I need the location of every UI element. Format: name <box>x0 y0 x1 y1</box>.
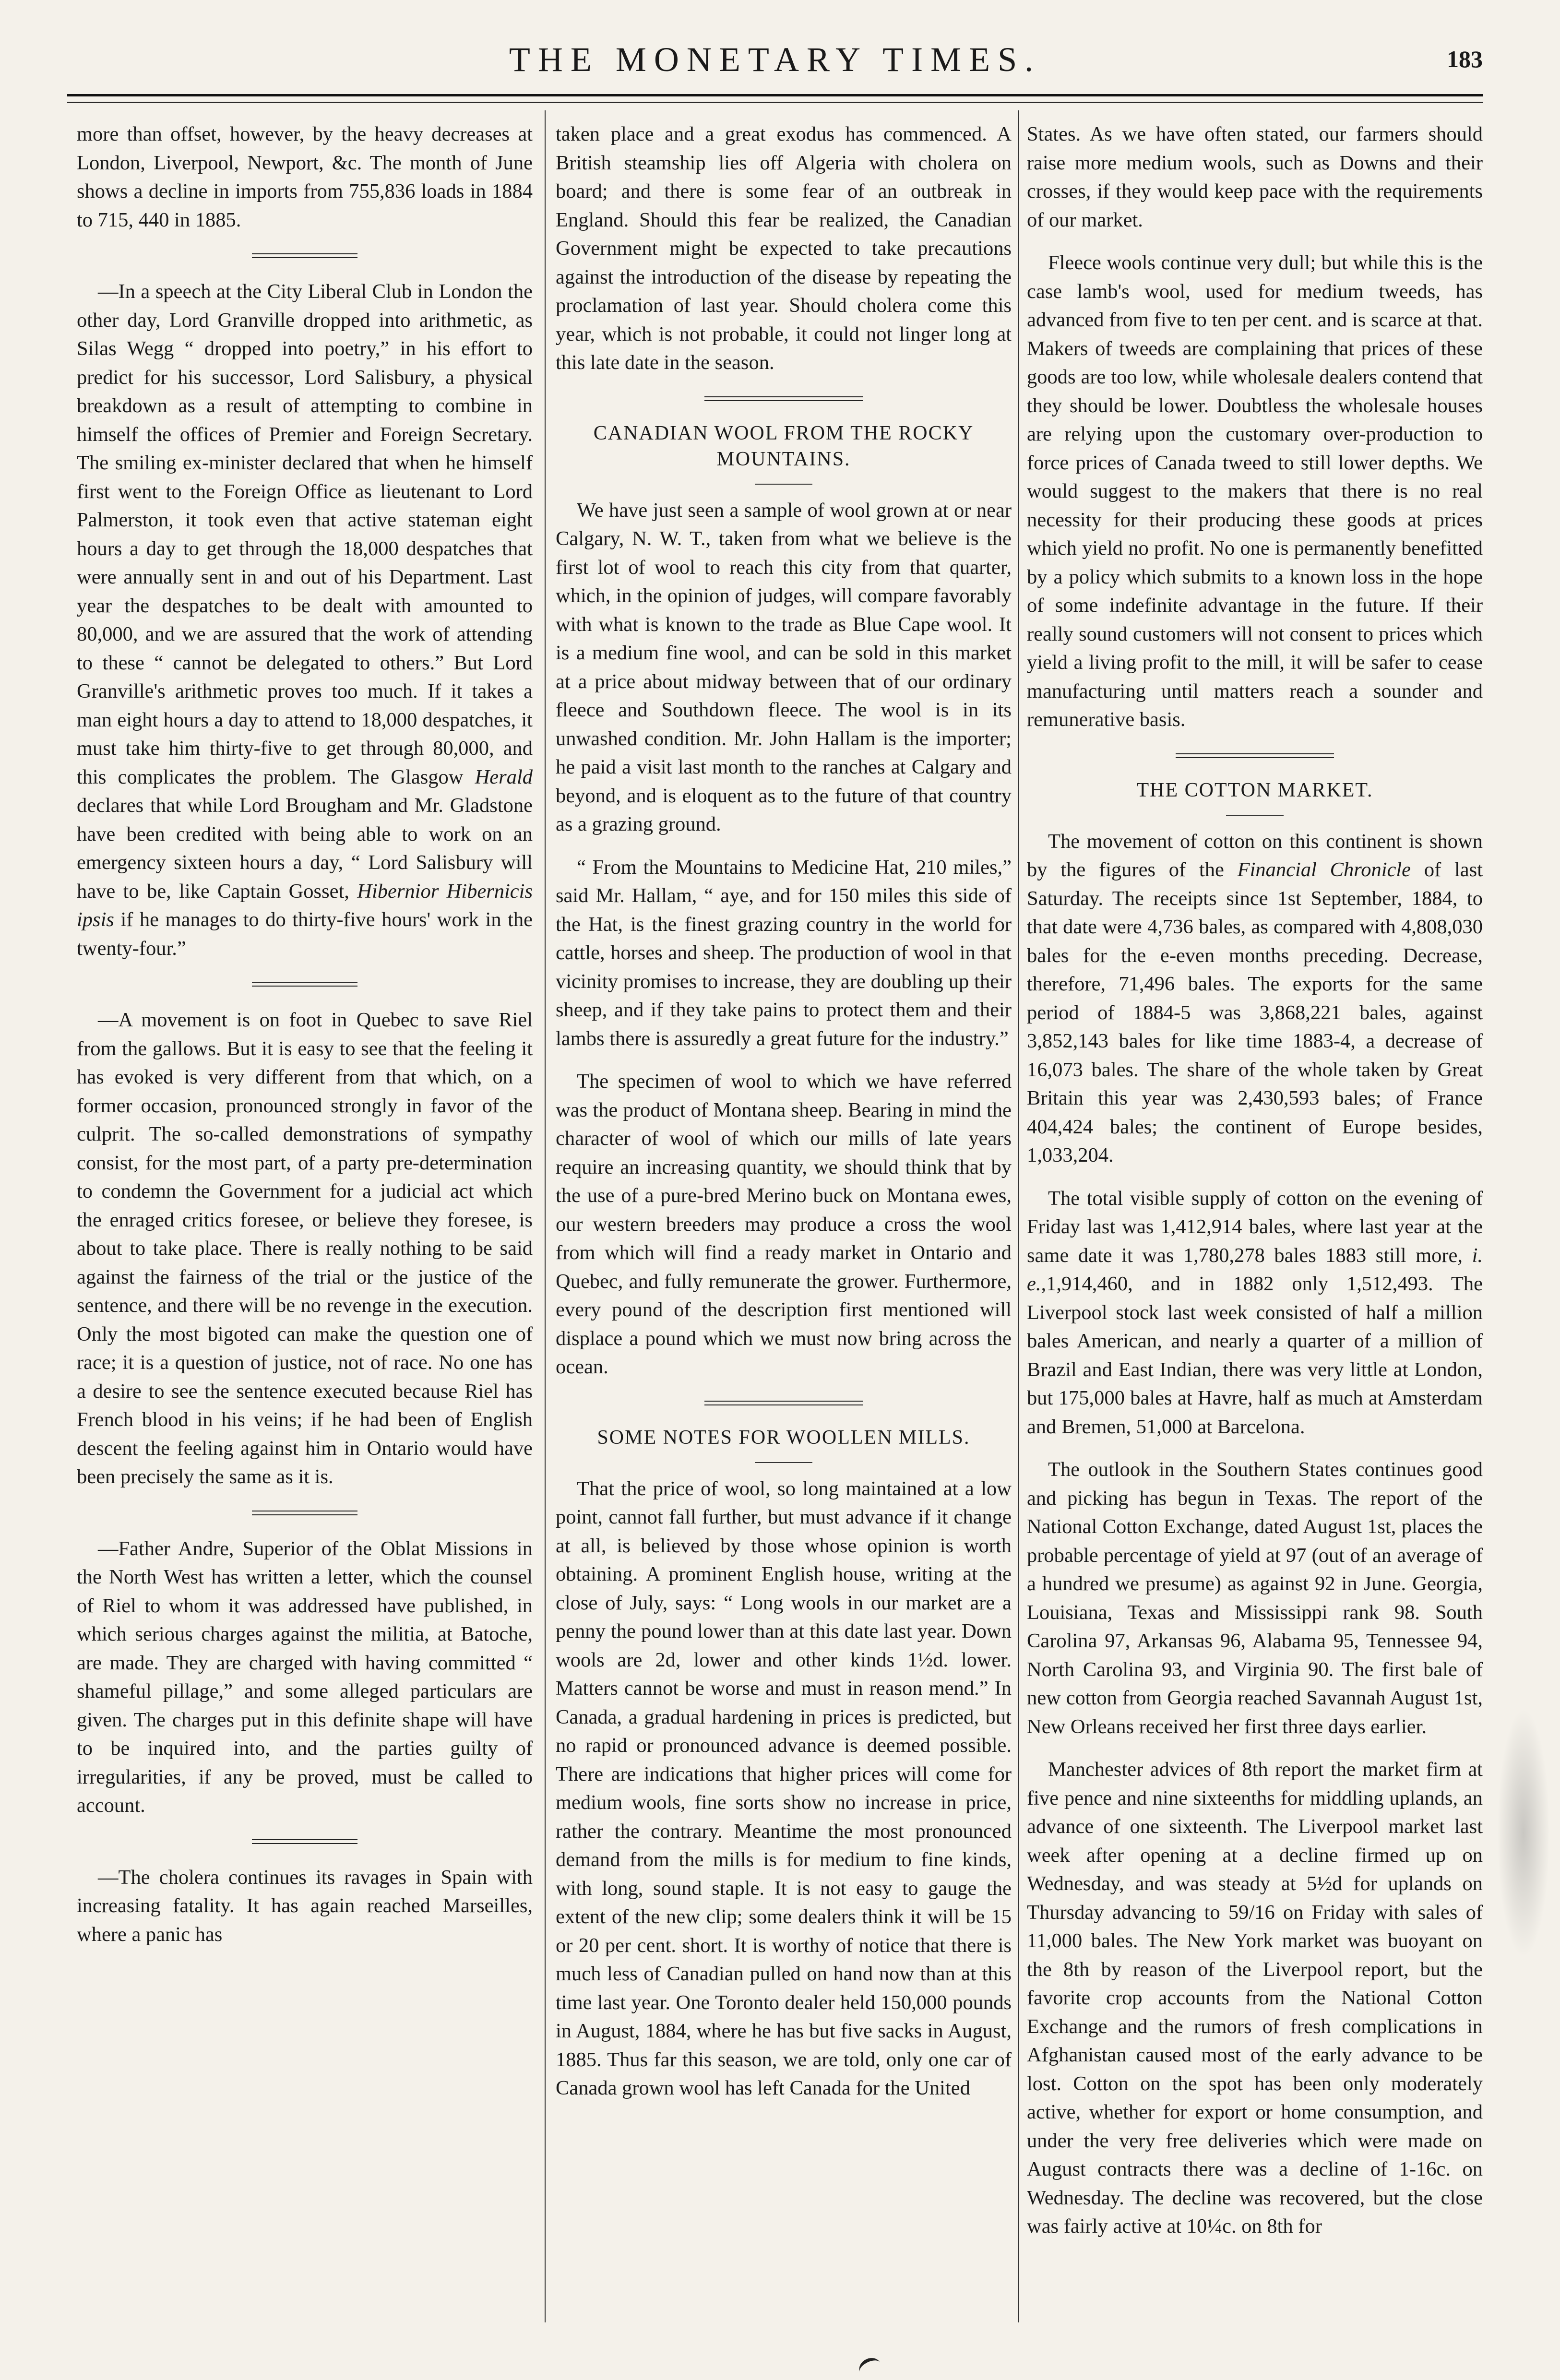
text: —In a speech at the City Liberal Club in London the other day, Lord Granville dropped into arithmetic, as Silas Wegg “ dropped into poetry,” in his effort to predict for his successor, Lord Salisbury, a physical breakdown as a result of attempting to combine in himself the offices of Premier and Foreign Secretary. The smiling ex-minister declared that when he himself first went to the Foreign Office as lieutenant to Lord Palmerston, it took even that active stateman eight hours a day to get through the 18,000 despatches that were annually sent in and out of his Department. Last year the despatches to be dealt with amounted to 80,000, and we are assured that the work of attending to these “ cannot be delegated to others.” But Lord Granville's arithmetic proves too much. If it takes a man eight hours a day to attend to 18,000 despatches, it must take him thirty-five to get through 80,000, and this complicates the problem. The Glasgow <box>77 280 533 788</box>
page-number: 183 <box>1447 46 1483 72</box>
text: of last Saturday. The receipts since 1st September, 1884, to that date were 4,736 bales, as compared with 4,808,030 bales for the e-even months preceding. Decrease, therefore, 71,496 bales. The exports for the same period of 1884-5 was 3,868,221 bales, against 3,852,143 bales for like time 1883-4, a decrease of 16,073 bales. The share of the whole taken by Great Britain this year was 2,430,593 bales; of France 404,424 bales; the continent of Europe besides, 1,033,204. <box>1027 858 1483 1166</box>
paragraph-medium-wools: States. As we have often stated, our farmers should raise more medium wools, such as Downs and their crosses, if they would keep pace with the requirements of our market. <box>1027 123 1483 231</box>
ink-mark <box>856 2355 883 2380</box>
separator <box>704 1401 863 1405</box>
heading-rule <box>755 1462 812 1463</box>
page-stain <box>1497 1708 1550 1958</box>
column-2 <box>556 120 1012 2327</box>
paragraph-lord-granville <box>77 277 533 963</box>
paragraph-southern-outlook: The outlook in the Southern States continues good and picking has begun in Texas. The report of the National Cotton Exchange, dated August 1st, places the probable percentage of yield at 97 (out of an average of a hundred we presume) as against 92 in June. Georgia, Louisiana, Texas and Mississippi rank 98. South Carolina 97, Arkansas 96, Alabama 95, Tennessee 94, North Carolina 93, and Virginia 90. The first bale of new cotton from Georgia reached Savannah August 1st, New Orleans received her first three days earlier. <box>1027 1458 1483 1738</box>
header-rule-thick <box>67 94 1483 96</box>
paragraph-wool-prices: That the price of wool, so long maintained at a low point, cannot fall further, but must advance if it change at all, is believed by those whose opinion is worth obtaining. A prominent English house, writing at the close of July, says: “ Long wools in our market are a penny the pound lower than at this date last year. Down wools are 2d, lower and other kinds 1½d. lower. Matters cannot be worse and must in reason mend.” In Canada, a gradual hardening in prices is predicted, but no rapid or pronounced advance is deemed possible. There are indications that higher prices will come for medium wools, fine sorts show no increase in price, rather the contrary. Meantime the most pronounced demand from the mills is for medium to fine kinds, with long, sound staple. It is not easy to gauge the extent of the new clip; some dealers think it will be 15 or 20 per cent. short. It is worthy of notice that there is much less of Canadian pulled on hand now than at this time last year. One Toronto dealer held 150,000 pounds in August, 1884, where he has but five sacks in August, 1885. Thus far this season, we are told, only one car of Canada grown wool has left Canada for the United <box>556 1477 1012 2099</box>
italic-herald: Herald <box>475 765 533 788</box>
paragraph-timber-imports: more than offset, however, by the heavy decreases at London, Liverpool, Newport, &c. The month of June shows a decline in imports from 755,836 loads in 1884 to 715, 440 in 1885. <box>77 123 533 231</box>
separator <box>1176 753 1334 758</box>
article-heading-canadian-wool: CANADIAN WOOL FROM THE ROCKY MOUNTAINS. <box>593 422 974 470</box>
article-heading-cotton-market: THE COTTON MARKET. <box>1136 779 1373 801</box>
paragraph-father-andre: —Father Andre, Superior of the Oblat Missions in the North West has written a letter, which the counsel of Riel to whom it was addressed have published, in which serious charges against the militia, at Batoche, are made. They are charged with having committed “ shameful pillage,” and some alleged particulars are given. The charges put in this definite shape will have to be inquired into, and the parties guilty of irregularities, if any be proved, must be called to account. <box>77 1537 533 1817</box>
text: 1,914,460, and in 1882 only 1,512,493. The Liverpool stock last week consisted of half a million bales American, and nearly a quarter of a million of Brazil and East Indian, there was very little at London, but 175,000 bales at Havre, half as much at Amsterdam and Bremen, 51,000 at Barcelona. <box>1027 1273 1483 1438</box>
header-rule-thin <box>67 102 1483 103</box>
page-header <box>67 42 1483 95</box>
text: The total visible supply of cotton on the evening of Friday last was 1,412,914 bales, where last year at the same date it was 1,780,278 bales 1883 still more, <box>1027 1187 1483 1267</box>
text: if he manages to do thirty-five hours' work in the twenty-four.” <box>77 908 533 960</box>
column-divider-1 <box>545 110 546 2322</box>
paragraph-visible-supply <box>1027 1184 1483 1441</box>
article-heading-woollen-mills: SOME NOTES FOR WOOLLEN MILLS. <box>597 1426 970 1449</box>
paragraph-cholera-continued: taken place and a great exodus has commenced. A British steamship lies off Algeria with cholera on board; and there is some fear of an outbreak in England. Should this fear be realized, the Canadian Government might be expected to take precautions against the introduction of the disease by repeating the proclamation of last year. Should cholera come this year, which is not probable, it could not linger long at this late date in the season. <box>556 123 1012 374</box>
separator <box>252 1511 357 1515</box>
separator <box>252 982 357 987</box>
separator <box>252 253 357 258</box>
separator <box>704 396 863 401</box>
paragraph-cotton-movement <box>1027 827 1483 1170</box>
paragraph-montana-sheep: The specimen of wool to which we have referred was the product of Montana sheep. Bearing in mind the character of wool of which our mills of late years require an increasing quantity, we should think that by the use of a pure-bred Merino buck on Montana ewes, our western breeders may produce a cross the wool from which will find a ready market in Ontario and Quebec, and fully remunerate the grower. Furthermore, every pound of the description first mentioned will displace a pound which we must now bring across the ocean. <box>556 1070 1012 1378</box>
paragraph-fleece-wools: Fleece wools continue very dull; but while this is the case lamb's wool, used for medium tweeds, has advanced from five to ten per cent. and is scarce at that. Makers of tweeds are complaining that prices of these goods are too low, while wholesale dealers contend that they should be lower. Doubtless the wholesale houses are relying upon the customary over-production to force prices of Canada tweed to still lower depths. We would suggest to the makers that there is no real necessity for their producing these goods at prices which yield no profit. No one is permanently benefitted by a policy which submits to a known loss in the hope of some indefinite advantage in the future. If their really sound customers will not consent to prices which yield a living profit to the mill, it will be safer to cease manufacturing until matters reach a sounder and remunerative basis. <box>1027 251 1483 731</box>
column-1 <box>77 120 533 2327</box>
heading-rule <box>755 484 812 485</box>
text: declares that while Lord Brougham and Mr. Gladstone have been credited with being able to work on an emergency sixteen hours a day, “ Lord Salisbury will have to be, like Captain Gosset, <box>77 794 533 903</box>
heading-rule <box>1226 815 1284 816</box>
paragraph-riel-quebec: —A movement is on foot in Quebec to save Riel from the gallows. But it is easy to see that the feeling it has evoked is very different from that which, on a former occasion, pronounced strongly in favor of the culprit. The so-called demonstrations of sympathy consist, for the most part, of a party pre-determination to condemn the Government for a judicial act which the enraged critics foresee, or believe they foresee, is about to take place. There is really nothing to be said against the fairness of the trial or the justice of the sentence, and there will be no revenge in the execution. Only the most bigoted can make the question one of race; it is a question of justice, not of race. No one has a desire to see the sentence executed because Riel has French blood in his veins; if he had been of English descent the feeling against him in Ontario would have been precisely the same as it is. <box>77 1009 533 1488</box>
column-divider-2 <box>1018 110 1019 2322</box>
italic-financial-chronicle: Financial Chronicle <box>1237 858 1411 881</box>
column-3 <box>1027 120 1483 2327</box>
paragraph-cholera-spain: —The cholera continues its ravages in Spain with increasing fatality. It has again reached Marseilles, where a panic has <box>77 1866 533 1946</box>
separator <box>252 1839 357 1844</box>
paragraph-hallam-quote: “ From the Mountains to Medicine Hat, 210 miles,” said Mr. Hallam, “ aye, and for 150 miles this side of the Hat, is the finest grazing country in the world for cattle, horses and sheep. The production of wool in that vicinity promises to increase, they are doubling up their sheep, and if they take pains to protect them and their lambs there is assuredly a great future for the industry.” <box>556 856 1012 1050</box>
italic-ie: i. e., <box>1027 1244 1483 1295</box>
masthead-title: THE MONETARY TIMES. <box>509 40 1041 79</box>
paragraph-wool-sample: We have just seen a sample of wool grown at or near Calgary, N. W. T., taken from what we believe is the first lot of wool to reach this city from that quarter, which, in the opinion of judges, will compare favorably with what is known to the trade as Blue Cape wool. It is a medium fine wool, and can be sold in this market at a price about midway between that of our ordinary fleece and Southdown fleece. The wool is in its unwashed condition. Mr. John Hallam is the importer; he paid a visit last month to the ranches at Calgary and beyond, and is eloquent as to the future of that country as a grazing ground. <box>556 499 1012 835</box>
text: The movement of cotton on this continent is shown by the figures of the <box>1027 830 1483 881</box>
italic-latin-phrase: Hibernior Hibernicis ipsis <box>77 880 533 931</box>
paragraph-manchester-advices: Manchester advices of 8th report the market firm at five pence and nine sixteenths for middling uplands, an advance of one sixteenth. The Liverpool market last week after opening at a decline firmed up on Wednesday, and was steady at 5½d for uplands on Thursday advancing to 59/16 on Friday with sales of 11,000 bales. The New York market was buoyant on the 8th by reason of the Liverpool report, but the favorite crop accounts from the National Cotton Exchange and the rumors of fresh complications in Afghanistan caused most of the early advance to be lost. Cotton on the spot has been only moderately active, whether for export or home consumption, and under the very free deliveries which were made on August contracts there was a decline of 1-16c. on Wednesday. The decline was recovered, but the close was fairly active at 10¼c. on 8th for <box>1027 1758 1483 2237</box>
